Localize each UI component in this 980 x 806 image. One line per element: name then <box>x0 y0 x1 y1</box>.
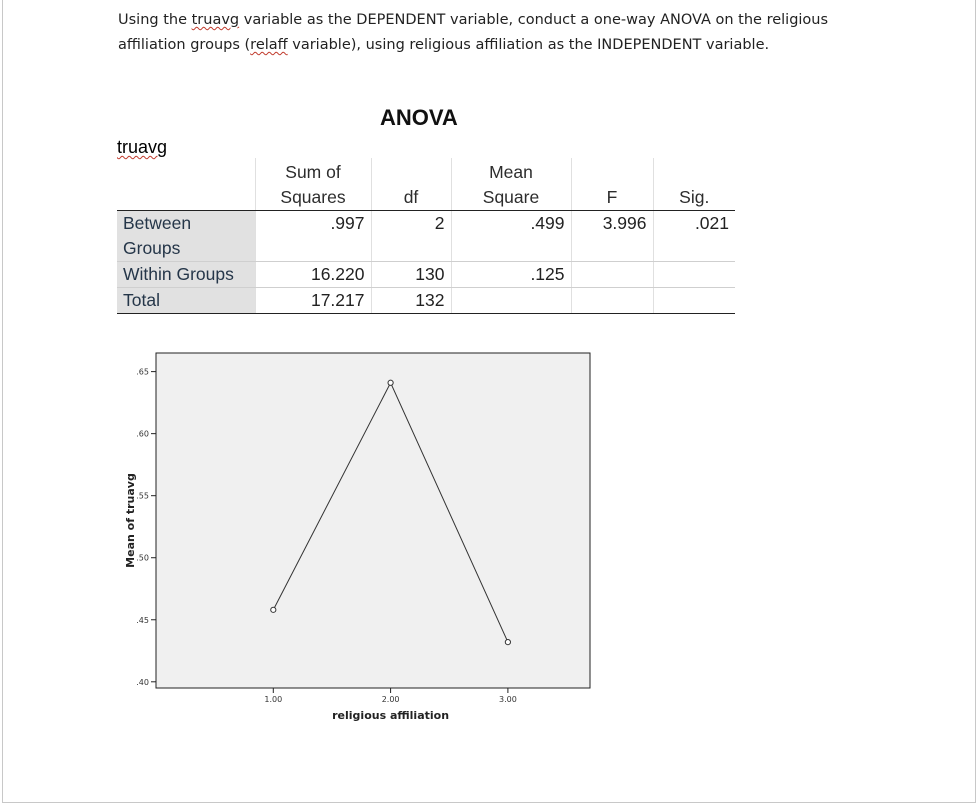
cell-sig <box>653 287 735 313</box>
y-tick-label: .60 <box>136 429 149 439</box>
y-tick-label: .65 <box>136 367 149 377</box>
table-row-total <box>117 287 735 313</box>
header-sum-of-squares: Sum of Squares <box>255 158 371 210</box>
row-label-within-groups: Within Groups <box>117 261 255 287</box>
cell-f <box>571 261 653 287</box>
cell-ms: .499 <box>451 210 571 261</box>
spellcheck-word-truavg[interactable]: truavg <box>191 12 240 28</box>
plot-area <box>156 353 590 688</box>
cell-sig <box>653 261 735 287</box>
cell-ss: .997 <box>255 210 371 261</box>
y-tick-label: .40 <box>136 677 149 687</box>
header-corner <box>117 158 255 210</box>
y-tick-label: .45 <box>136 615 149 625</box>
cell-ss: 17.217 <box>255 287 371 313</box>
header-df: df <box>371 158 451 210</box>
instruction-line-1: Using the truavg variable as the DEPENDENT variable, conduct a one-way ANOVA on the religious <box>118 12 829 28</box>
x-tick-label: 2.00 <box>381 695 400 704</box>
anova-table <box>117 158 735 314</box>
x-axis-label: religious affiliation <box>332 709 450 722</box>
x-tick-label: 3.00 <box>498 695 517 704</box>
cell-f: 3.996 <box>571 210 653 261</box>
header-mean-square: Mean Square <box>451 158 571 210</box>
means-plot-chart <box>120 345 600 730</box>
cell-df: 130 <box>371 261 451 287</box>
cell-f <box>571 287 653 313</box>
dependent-variable-label[interactable]: truavg <box>117 137 168 157</box>
cell-sig: .021 <box>653 210 735 261</box>
table-row-between-groups <box>117 210 735 261</box>
y-axis-label: Mean of truavg <box>124 473 137 568</box>
row-label-between-groups: Between Groups <box>117 210 255 261</box>
row-label-total: Total <box>117 287 255 313</box>
header-f: F <box>571 158 653 210</box>
header-sig: Sig. <box>653 158 735 210</box>
x-tick-label: 1.00 <box>264 695 283 704</box>
cell-ms: .125 <box>451 261 571 287</box>
instruction-line-2: affiliation groups (relaff variable), using religious affiliation as the INDEPENDENT variable. <box>118 37 770 53</box>
data-point <box>271 607 276 612</box>
instruction-text <box>118 8 838 58</box>
anova-header-row <box>117 158 735 210</box>
data-point <box>388 380 393 385</box>
data-point <box>505 639 510 644</box>
y-tick-label: .55 <box>136 491 149 501</box>
spellcheck-word-relaff[interactable]: relaff <box>250 37 288 53</box>
anova-title: ANOVA <box>380 105 458 130</box>
cell-df: 132 <box>371 287 451 313</box>
cell-ss: 16.220 <box>255 261 371 287</box>
cell-ms <box>451 287 571 313</box>
cell-df: 2 <box>371 210 451 261</box>
table-row-within-groups <box>117 261 735 287</box>
y-tick-label: .50 <box>136 553 149 563</box>
